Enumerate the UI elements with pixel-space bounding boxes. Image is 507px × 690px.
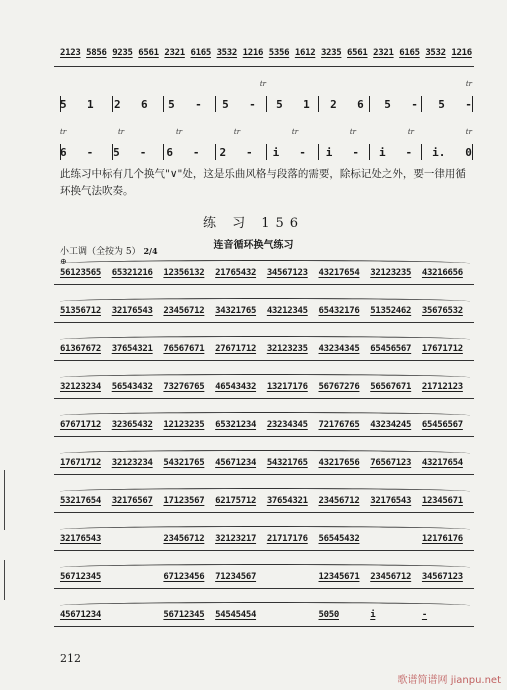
- note-group: 27671712: [215, 344, 257, 354]
- key-signature-line: [60, 244, 158, 257]
- note-group: 2: [114, 98, 121, 111]
- bar-line: [318, 144, 319, 160]
- note-group: 71234567: [215, 572, 257, 582]
- note-group: 9235: [112, 48, 133, 58]
- staff-rule: [54, 436, 474, 437]
- note-group: 3235: [320, 48, 342, 58]
- note-group: i: [378, 146, 386, 159]
- note-group: 67671712: [60, 420, 101, 430]
- note-group: 21717176: [266, 534, 308, 544]
- note-group: 32123235: [370, 268, 412, 278]
- note-group: -: [246, 146, 253, 159]
- note-group: 6: [141, 98, 148, 111]
- note-group: 32176543: [370, 496, 412, 506]
- note-group: 17671712: [60, 458, 101, 468]
- note-group: 67123456: [163, 572, 205, 582]
- note-group: 45671234: [215, 458, 257, 468]
- note-group: 43212345: [266, 306, 308, 316]
- music-row: [60, 306, 472, 316]
- note-group: [267, 572, 317, 582]
- bar-line: [163, 144, 164, 160]
- note-group: 6: [60, 146, 67, 159]
- slur-arc: [60, 450, 470, 457]
- note-group: 35676532: [421, 306, 463, 316]
- page-number: 212: [60, 652, 81, 665]
- exercise-title: 练 习 156: [202, 216, 305, 231]
- slur-arc: [60, 260, 470, 267]
- note-group: 43216656: [421, 268, 463, 278]
- trill-mark: tr: [407, 128, 414, 136]
- watermark: 歌谱简谱网 jianpu.net: [397, 675, 501, 686]
- note-group: 43217654: [318, 268, 360, 278]
- trill-mark: tr: [349, 128, 357, 136]
- note-group: 43234345: [318, 344, 360, 354]
- note-group: 32123234: [111, 458, 153, 468]
- bar-line: [369, 96, 370, 112]
- bar-line: [266, 144, 267, 160]
- note-group: 76567123: [370, 458, 412, 468]
- note-group: 65321234: [215, 420, 257, 430]
- note-group: 43217656: [318, 458, 360, 468]
- note-group: -: [249, 98, 256, 111]
- trill-mark: tr: [291, 128, 299, 136]
- note-group: 2321: [373, 48, 394, 58]
- bar-line: [421, 96, 422, 112]
- note-group: 32123235: [266, 344, 308, 354]
- note-group: [112, 572, 162, 582]
- note-group: 23456712: [318, 496, 360, 506]
- bar-line: [472, 96, 473, 112]
- slur-arc: [60, 564, 470, 571]
- note-group: i.: [432, 146, 446, 159]
- note-group: 12345671: [318, 572, 360, 582]
- bar-line: [369, 144, 370, 160]
- note-group: 2123: [60, 48, 81, 58]
- note-group: 1: [303, 98, 310, 111]
- note-group: 5: [168, 98, 175, 111]
- note-group: 2: [219, 146, 227, 159]
- note-group: 54545454: [215, 610, 257, 620]
- staff-rule: [54, 626, 474, 627]
- note-group: -: [195, 98, 202, 111]
- note-group: 17671712: [421, 344, 463, 354]
- bar-line: [60, 144, 61, 160]
- slur-arc: [60, 336, 470, 343]
- music-row: [60, 458, 472, 468]
- note-group: 53217654: [60, 496, 101, 506]
- note-group: 76567671: [163, 344, 205, 354]
- note-group: 34567123: [266, 268, 308, 278]
- note-group: i: [325, 146, 333, 159]
- music-row: [60, 610, 472, 620]
- music-row: [60, 496, 472, 506]
- note-group: 32123217: [215, 534, 257, 544]
- note-group: 6561: [347, 48, 368, 58]
- bar-line: [163, 96, 164, 112]
- note-group: 2321: [164, 48, 185, 58]
- note-group: [112, 534, 162, 544]
- bar-line: [472, 144, 473, 160]
- bar-line: [215, 96, 216, 112]
- note-group: 43234245: [370, 420, 412, 430]
- staff-rule: [54, 512, 474, 513]
- note-group: 34321765: [215, 306, 257, 316]
- bar-line: [112, 96, 113, 112]
- note-group: 65456567: [421, 420, 463, 430]
- time-signature: 2/4: [143, 246, 158, 256]
- music-row: [60, 382, 472, 392]
- note-group: -: [405, 146, 413, 159]
- note-group: 65456567: [370, 344, 412, 354]
- note-group: i: [370, 610, 376, 620]
- note-group: [370, 534, 420, 544]
- note-group: 45671234: [60, 610, 101, 620]
- exercise-subtitle: 连音循环换气练习: [213, 240, 294, 251]
- bar-line: [266, 96, 267, 112]
- trill-mark: tr: [233, 128, 241, 136]
- note-group: 1: [87, 98, 94, 111]
- note-group: 2: [330, 98, 337, 111]
- note-group: -: [192, 146, 200, 159]
- note-group: 17123567: [163, 496, 205, 506]
- note-group: -: [421, 610, 428, 620]
- note-group: 0: [465, 146, 472, 159]
- note-group: -: [299, 146, 306, 159]
- note-group: 73276765: [163, 382, 205, 392]
- breath-mark-icon: ⊕: [60, 257, 67, 266]
- note-group: 51352462: [370, 306, 412, 316]
- note-group: 13217176: [266, 382, 308, 392]
- instruction-paragraph: 此练习中标有几个换气"∨"处，这是乐曲风格与段落的需要，除标记处之外，要一律用循环换气法吹奏。: [60, 168, 466, 197]
- bar-line: [60, 96, 61, 112]
- note-group: 37654321: [266, 496, 308, 506]
- note-group: 1216: [451, 48, 472, 58]
- note-group: 5: [113, 146, 120, 159]
- trill-marks: [60, 128, 472, 136]
- trill-marks: [60, 80, 472, 88]
- note-group: 43217654: [421, 458, 463, 468]
- note-group: 5: [60, 98, 67, 111]
- note-group: 54321765: [163, 458, 205, 468]
- note-group: 5: [276, 98, 283, 111]
- note-group: -: [139, 146, 147, 159]
- note-group: -: [86, 146, 94, 159]
- trill-mark: tr: [465, 128, 472, 136]
- staff-rule: [54, 360, 474, 361]
- note-group: 56712345: [60, 572, 101, 582]
- note-group: -: [465, 98, 472, 111]
- trill-mark: tr: [175, 128, 183, 136]
- note-group: 54321765: [266, 458, 308, 468]
- note-group: 6561: [138, 48, 159, 58]
- trill-mark: tr: [259, 80, 266, 88]
- bar-line: [215, 144, 216, 160]
- note-group: 23234345: [266, 420, 308, 430]
- slur-arc: [60, 374, 470, 381]
- note-group: 46543432: [215, 382, 257, 392]
- slur-arc: [60, 602, 470, 609]
- note-group: 6165: [399, 48, 420, 58]
- trill-mark: tr: [60, 128, 67, 136]
- note-group: 6: [166, 146, 173, 159]
- staff-rule: [54, 588, 474, 589]
- note-group: 72176765: [318, 420, 360, 430]
- music-row: [60, 344, 472, 354]
- music-row: [60, 572, 472, 582]
- note-group: 5: [384, 98, 391, 111]
- note-group: 51356712: [60, 306, 101, 316]
- note-group: 56543432: [111, 382, 153, 392]
- note-group: 5: [222, 98, 229, 111]
- bar-line: [421, 144, 422, 160]
- note-group: 1216: [242, 48, 264, 58]
- note-group: 32176567: [111, 496, 153, 506]
- note-group: 65321216: [111, 268, 153, 278]
- note-group: -: [352, 146, 359, 159]
- note-group: 12345671: [421, 496, 463, 506]
- note-group: 23456712: [370, 572, 412, 582]
- note-group: 6: [357, 98, 364, 111]
- note-group: 56767276: [318, 382, 360, 392]
- note-group: 32176543: [60, 534, 101, 544]
- note-group: 34567123: [421, 572, 463, 582]
- note-group: 21712123: [421, 382, 463, 392]
- note-group: -: [411, 98, 418, 111]
- note-group: 5356: [268, 48, 290, 58]
- note-group: 12123235: [163, 420, 205, 430]
- note-group: [267, 610, 317, 620]
- note-group: 21765432: [215, 268, 257, 278]
- bar-line: [318, 96, 319, 112]
- note-group: 5: [438, 98, 445, 111]
- note-group: 5050: [318, 610, 339, 620]
- slur-arc: [60, 488, 470, 495]
- note-group: 56545432: [318, 534, 360, 544]
- note-group: 56567671: [370, 382, 412, 392]
- note-group: 12356132: [163, 268, 205, 278]
- note-group: 61367672: [60, 344, 101, 354]
- note-group: 32176543: [111, 306, 153, 316]
- staff-rule: [54, 398, 474, 399]
- trill-mark: tr: [117, 128, 125, 136]
- music-row: [60, 268, 472, 278]
- slur-arc: [60, 412, 470, 419]
- trill-mark: tr: [465, 80, 472, 88]
- scan-edge-mark: [4, 470, 5, 530]
- note-group: 32365432: [111, 420, 153, 430]
- note-group: 32123234: [60, 382, 101, 392]
- staff-rule: [54, 66, 474, 67]
- note-group: 23456712: [163, 534, 205, 544]
- note-group: 1612: [294, 48, 316, 58]
- note-group: 5856: [86, 48, 107, 58]
- staff-rule: [54, 284, 474, 285]
- slur-arc: [60, 298, 470, 305]
- staff-rule: [54, 322, 474, 323]
- note-group: 12176176: [421, 534, 463, 544]
- music-row: [60, 420, 472, 430]
- slur-arc: [60, 526, 470, 533]
- scan-edge-mark: [4, 560, 5, 600]
- note-group: 3532: [425, 48, 446, 58]
- note-group: 65432176: [318, 306, 360, 316]
- note-group: 62175712: [215, 496, 257, 506]
- note-group: 56712345: [163, 610, 205, 620]
- note-group: 6165: [190, 48, 211, 58]
- staff-rule: [54, 474, 474, 475]
- top-notes-row-1: [60, 48, 472, 58]
- bar-line: [112, 144, 113, 160]
- note-group: 23456712: [163, 306, 205, 316]
- staff-rule: [54, 550, 474, 551]
- note-group: 3532: [216, 48, 238, 58]
- key-signature: 小工调（全按为 5）: [60, 247, 141, 257]
- note-group: [112, 610, 162, 620]
- note-group: 37654321: [111, 344, 153, 354]
- note-group: i: [272, 146, 280, 159]
- music-row: [60, 534, 472, 544]
- note-group: 56123565: [60, 268, 101, 278]
